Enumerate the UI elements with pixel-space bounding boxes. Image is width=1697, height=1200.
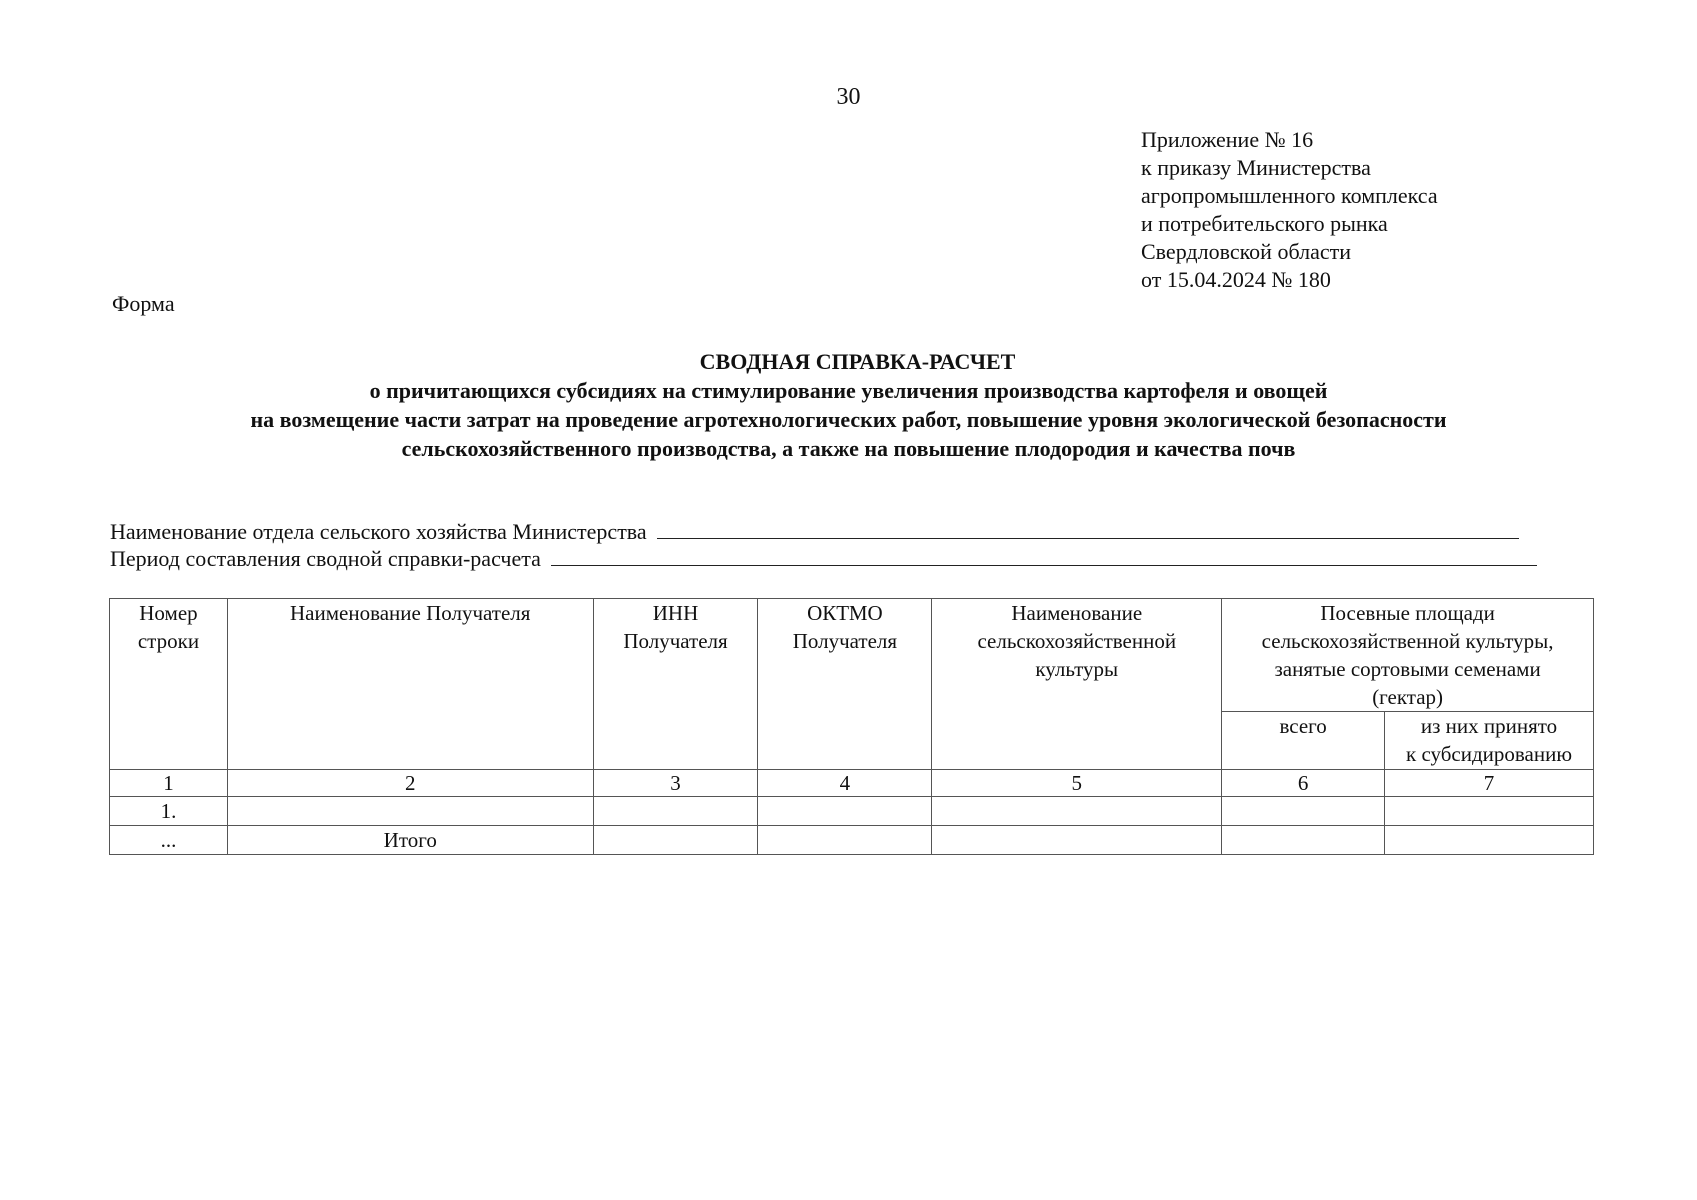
header-accepted: из них принято к субсидированию [1385, 712, 1594, 770]
total-label: Итого [227, 826, 593, 855]
heading-line: на возмещение части затрат на проведение агротехнологических работ, повышение уровня экологической безопасности [250, 407, 1447, 432]
header-sown-area: Посевные площади сельскохозяйственной культуры, занятые сортовыми семенами (гектар) [1222, 599, 1594, 712]
document-heading [0, 347, 1697, 463]
column-number: 6 [1222, 770, 1385, 797]
table-row-total [110, 826, 1594, 855]
table-cell: ... [110, 826, 228, 855]
header-row-number: Номер строки [110, 599, 228, 770]
header-recipient-name: Наименование Получателя [227, 599, 593, 770]
table-cell [932, 797, 1222, 826]
period-field [110, 545, 1537, 572]
page-number: 30 [836, 84, 861, 110]
table-cell [758, 797, 932, 826]
department-label: Наименование отдела сельского хозяйства Министерства [110, 519, 647, 544]
appendix-line: агропромышленного комплекса [1141, 183, 1438, 208]
table-row [110, 797, 1594, 826]
summary-table [109, 598, 1594, 855]
table-cell [593, 797, 758, 826]
column-number: 1 [110, 770, 228, 797]
column-number: 4 [758, 770, 932, 797]
table-cell [1222, 826, 1385, 855]
table-cell [1385, 797, 1594, 826]
header-oktmo: ОКТМО Получателя [758, 599, 932, 770]
department-input-line[interactable] [657, 518, 1519, 539]
column-number: 3 [593, 770, 758, 797]
table-cell: 1. [110, 797, 228, 826]
header-total: всего [1222, 712, 1385, 770]
header-inn: ИНН Получателя [593, 599, 758, 770]
appendix-line: и потребительского рынка [1141, 211, 1388, 236]
heading-title: СВОДНАЯ СПРАВКА-РАСЧЕТ [699, 349, 1016, 374]
table-cell [932, 826, 1222, 855]
appendix-line: Свердловской области [1141, 239, 1351, 264]
header-crop-name: Наименование сельскохозяйственной культуры [932, 599, 1222, 770]
department-field [110, 518, 1519, 545]
period-label: Период составления сводной справки-расчета [110, 546, 541, 571]
column-number: 5 [932, 770, 1222, 797]
column-number: 2 [227, 770, 593, 797]
heading-line: о причитающихся субсидиях на стимулирование увеличения производства картофеля и овощей [369, 378, 1328, 403]
table-cell [1222, 797, 1385, 826]
appendix-line: Приложение № 16 [1141, 127, 1314, 152]
column-number: 7 [1385, 770, 1594, 797]
heading-line: сельскохозяйственного производства, а также на повышение плодородия и качества почв [401, 436, 1296, 461]
column-number-row [110, 770, 1594, 797]
table-cell [1385, 826, 1594, 855]
table-cell [758, 826, 932, 855]
table-cell [593, 826, 758, 855]
table-cell [227, 797, 593, 826]
appendix-line: к приказу Министерства [1141, 155, 1371, 180]
period-input-line[interactable] [551, 545, 1537, 566]
appendix-line: от 15.04.2024 № 180 [1141, 267, 1331, 292]
appendix-block [1141, 126, 1438, 294]
form-label: Форма [112, 291, 175, 316]
